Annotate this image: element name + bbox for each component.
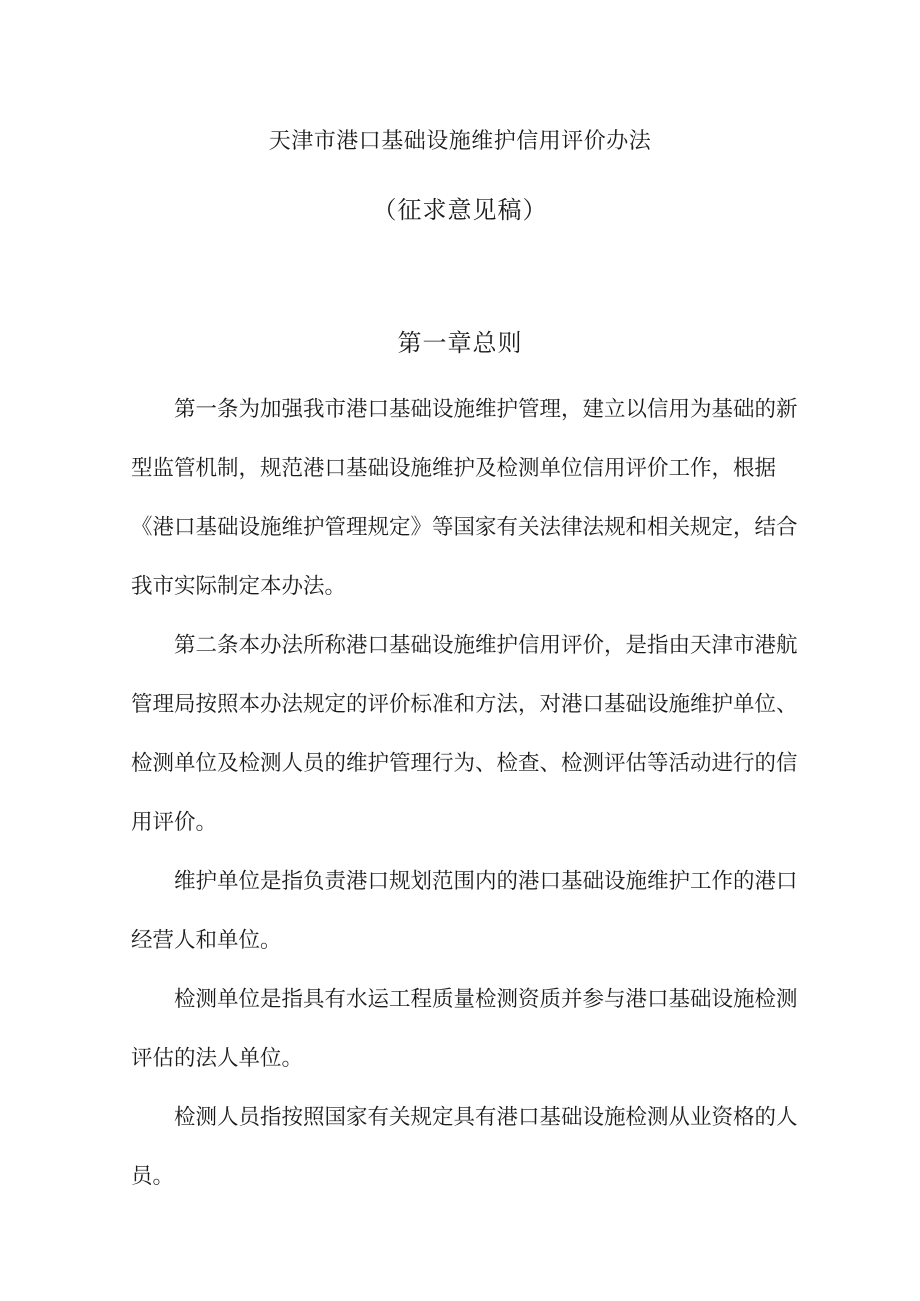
paragraph-testing-unit: 检测单位是指具有水运工程质量检测资质并参与港口基础设施检测评估的法人单位。 (131, 987, 798, 1071)
paragraph-testing-personnel: 检测人员指按照国家有关规定具有港口基础设施检测从业资格的人员。 (131, 1105, 798, 1189)
paragraph-article-1: 第一条为加强我市港口基础设施维护管理，建立以信用为基础的新型监管机制，规范港口基础设施维护及检测单位信用评价工作，根据《港口基础设施维护管理规定》等国家有关法律法规和相关规定，结合我市实际制定本办法。 (131, 397, 798, 599)
paragraph-article-2: 第二条本办法所称港口基础设施维护信用评价，是指由天津市港航管理局按照本办法规定的评价标准和方法，对港口基础设施维护单位、检测单位及检测人员的维护管理行为、检查、检测评估等活动进行的信用评价。 (131, 633, 798, 835)
paragraph-maintenance-unit: 维护单位是指负责港口规划范围内的港口基础设施维护工作的港口经营人和单位。 (131, 869, 798, 953)
document-title: 天津市港口基础设施维护信用评价办法 (268, 129, 652, 154)
document-body (131, 380, 801, 1206)
chapter-heading: 第一章总则 (397, 329, 523, 357)
document-subtitle: （征求意见稿） (372, 196, 548, 224)
